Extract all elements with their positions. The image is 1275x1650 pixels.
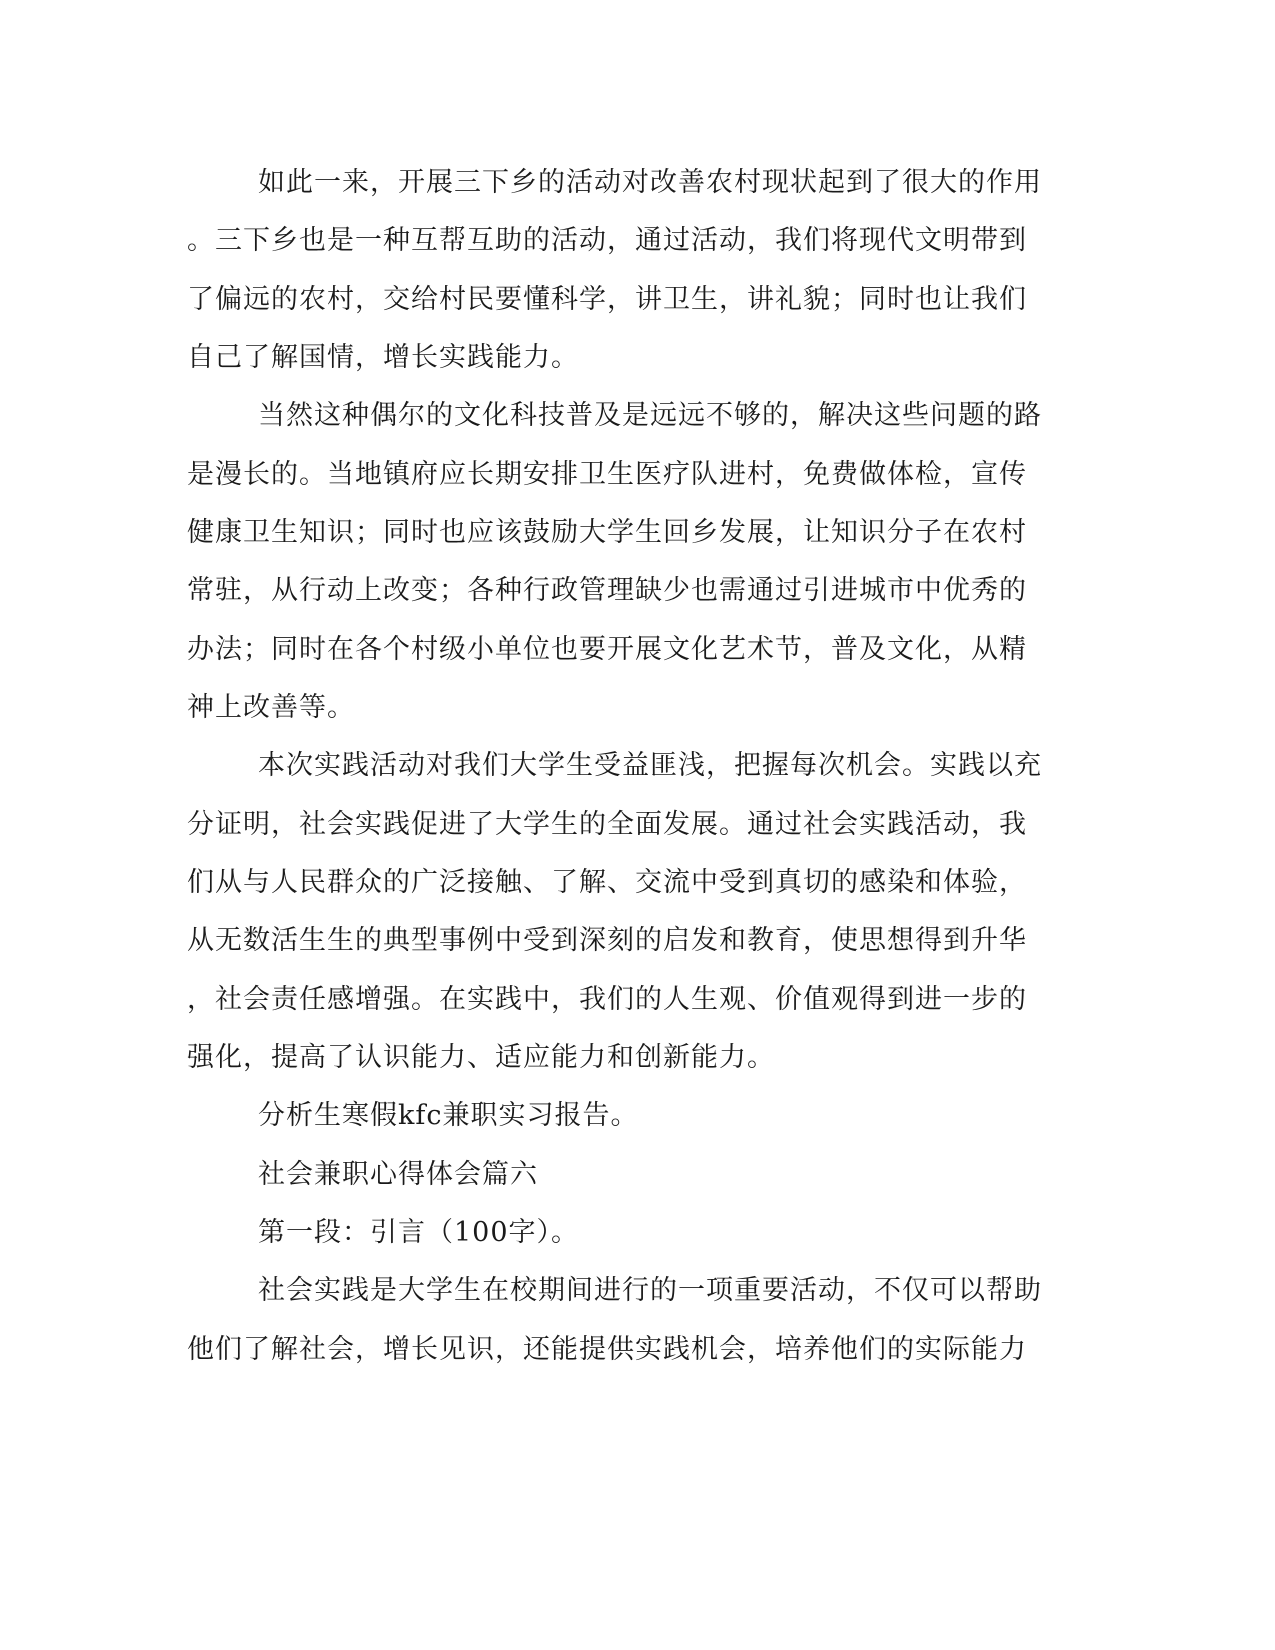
- section-heading: 社会兼职心得体会篇六: [258, 1159, 538, 1190]
- text-line: 自己了解国情，增长实践能力。: [187, 342, 579, 373]
- text-line: 如此一来，开展三下乡的活动对改善农村现状起到了很大的作用: [258, 167, 1042, 198]
- text-line: 第一段：引言（100字）。: [258, 1217, 580, 1248]
- text-line: 当然这种偶尔的文化科技普及是远远不够的，解决这些问题的路: [258, 400, 1042, 431]
- text-line: 强化，提高了认识能力、适应能力和创新能力。: [187, 1042, 775, 1073]
- text-line: 分析生寒假kfc兼职实习报告。: [258, 1100, 639, 1131]
- text-line: 从无数活生生的典型事例中受到深刻的启发和教育，使思想得到升华: [187, 925, 1027, 956]
- text-line: ，社会责任感增强。在实践中，我们的人生观、价值观得到进一步的: [187, 984, 1027, 1015]
- text-line: 是漫长的。当地镇府应长期安排卫生医疗队进村，免费做体检，宣传: [187, 459, 1027, 490]
- text-line: 常驻，从行动上改变；各种行政管理缺少也需通过引进城市中优秀的: [187, 575, 1027, 606]
- text-line: 分证明，社会实践促进了大学生的全面发展。通过社会实践活动，我: [187, 809, 1027, 840]
- text-line: 了偏远的农村，交给村民要懂科学，讲卫生，讲礼貌；同时也让我们: [187, 284, 1027, 315]
- text-line: 神上改善等。: [187, 692, 355, 723]
- text-line: 健康卫生知识；同时也应该鼓励大学生回乡发展，让知识分子在农村: [187, 517, 1027, 548]
- text-line: 社会实践是大学生在校期间进行的一项重要活动，不仅可以帮助: [258, 1275, 1042, 1306]
- text-line: 本次实践活动对我们大学生受益匪浅，把握每次机会。实践以充: [258, 750, 1042, 781]
- text-line: 办法；同时在各个村级小单位也要开展文化艺术节，普及文化，从精: [187, 634, 1027, 665]
- text-line: 们从与人民群众的广泛接触、了解、交流中受到真切的感染和体验，: [187, 867, 1027, 898]
- text-line: 。三下乡也是一种互帮互助的活动，通过活动，我们将现代文明带到: [187, 225, 1027, 256]
- text-line: 他们了解社会，增长见识，还能提供实践机会，培养他们的实际能力: [187, 1334, 1027, 1365]
